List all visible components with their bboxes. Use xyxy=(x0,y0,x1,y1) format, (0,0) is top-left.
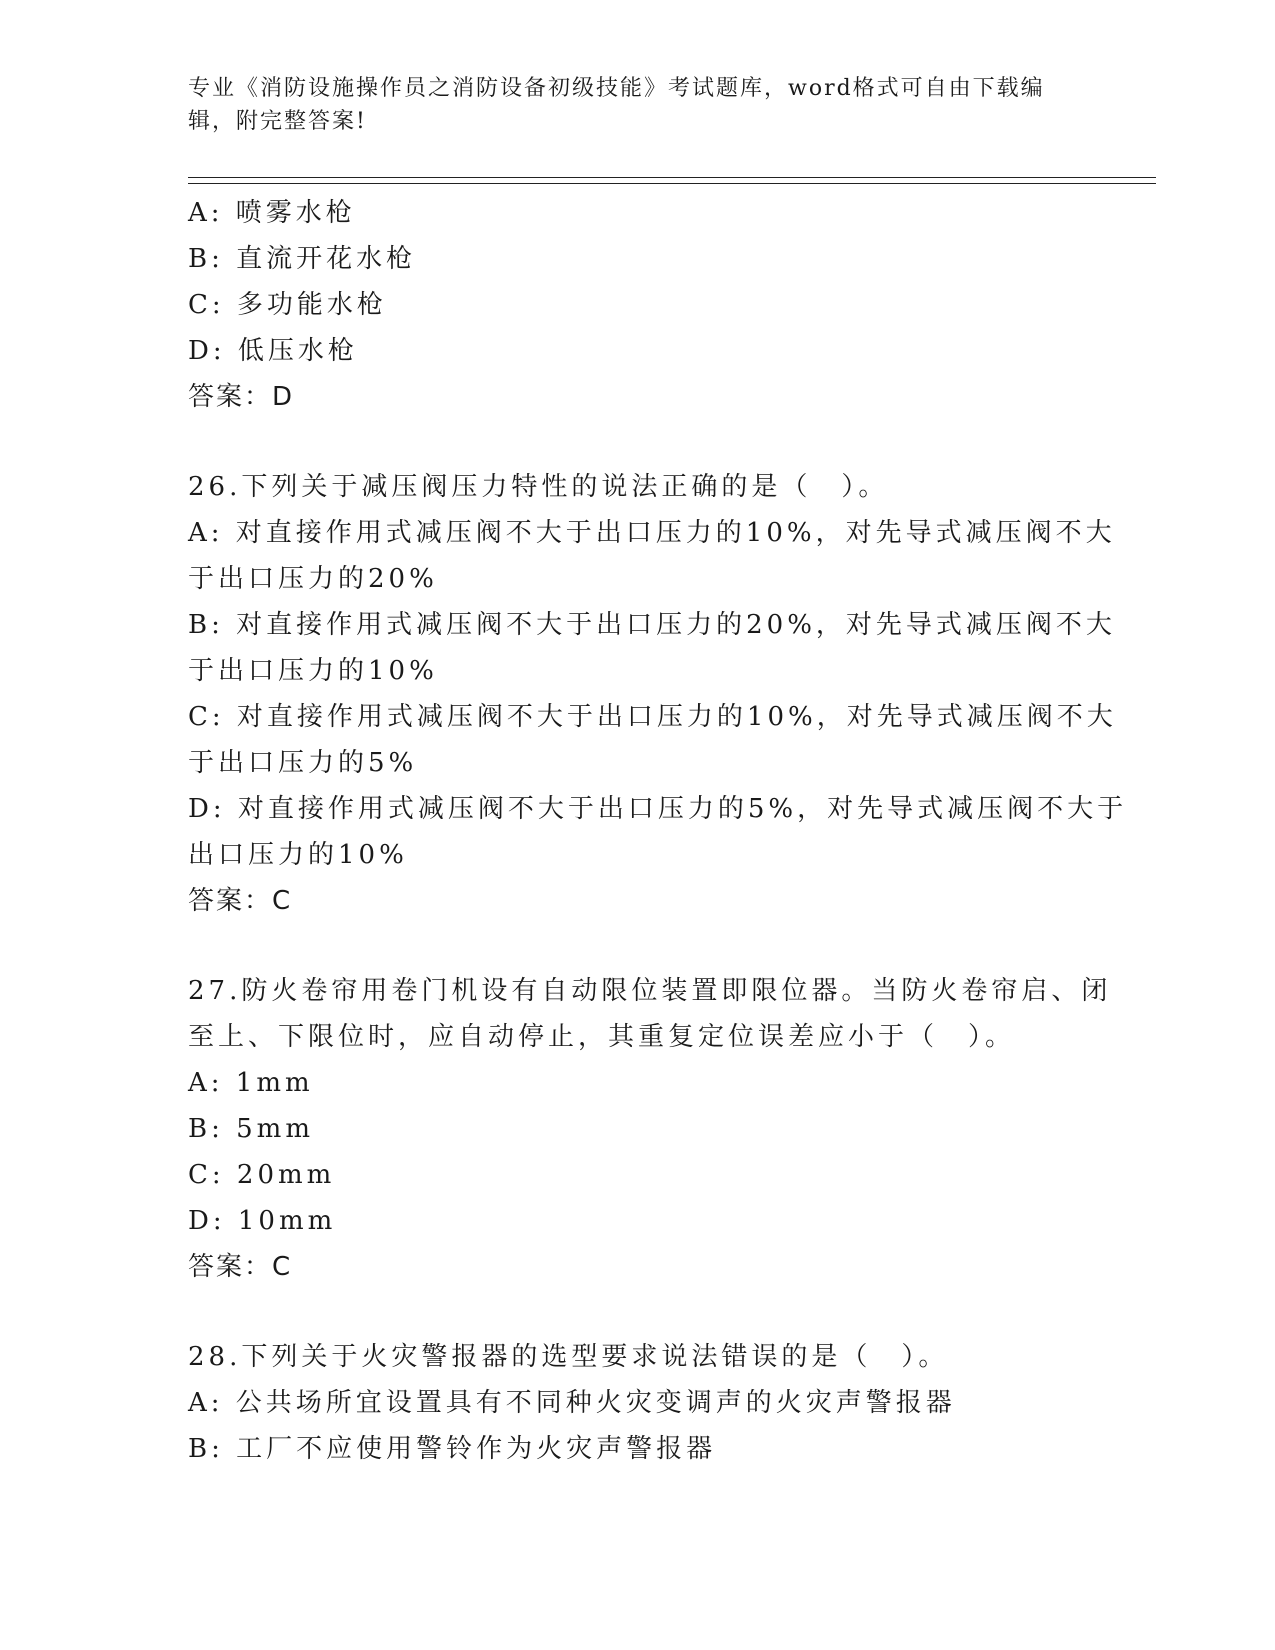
option-a: A: 对直接作用式减压阀不大于出口压力的10%，对先导式减压阀不大 xyxy=(188,518,1116,548)
header-line-1: 专业《消防设施操作员之消防设备初级技能》考试题库，word格式可自由下载编 xyxy=(188,76,1045,101)
option-c: C: 多功能水枪 xyxy=(188,290,387,320)
question-text: 26.下列关于减压阀压力特性的说法正确的是（ ）。 xyxy=(188,472,889,502)
header-rule-bottom xyxy=(188,183,1156,184)
option-d: D: 10mm xyxy=(188,1206,337,1236)
answer: 答案：C xyxy=(188,886,293,916)
page-header xyxy=(188,72,1078,138)
option-b-continued: 于出口压力的10% xyxy=(188,656,438,686)
option-a: A: 1mm xyxy=(188,1068,314,1098)
option-a: A: 公共场所宜设置具有不同种火灾变调声的火灾声警报器 xyxy=(188,1388,956,1418)
option-a-continued: 于出口压力的20% xyxy=(188,564,438,594)
answer: 答案：C xyxy=(188,1252,293,1282)
question-text: 28.下列关于火灾警报器的选型要求说法错误的是（ ）。 xyxy=(188,1342,949,1372)
question-text-continued: 至上、下限位时，应自动停止，其重复定位误差应小于（ ）。 xyxy=(188,1022,1016,1052)
question-27-block xyxy=(188,968,1112,1290)
option-d: D: 低压水枪 xyxy=(188,336,358,366)
option-c: C: 对直接作用式减压阀不大于出口压力的10%，对先导式减压阀不大 xyxy=(188,702,1117,732)
option-d-continued: 出口压力的10% xyxy=(188,840,408,870)
option-c-continued: 于出口压力的5% xyxy=(188,748,418,778)
option-c: C: 20mm xyxy=(188,1160,336,1190)
option-b: B: 工厂不应使用警铃作为火灾声警报器 xyxy=(188,1434,717,1464)
header-line-2: 辑，附完整答案! xyxy=(188,109,367,134)
header-rule-top xyxy=(188,177,1156,178)
option-d: D: 对直接作用式减压阀不大于出口压力的5%，对先导式减压阀不大于 xyxy=(188,794,1128,824)
question-text: 27.防火卷帘用卷门机设有自动限位装置即限位器。当防火卷帘启、闭 xyxy=(188,976,1112,1006)
question-26-block xyxy=(188,464,1128,924)
option-b: B: 5mm xyxy=(188,1114,314,1144)
question-28-block xyxy=(188,1334,1088,1472)
option-b: B: 对直接作用式减压阀不大于出口压力的20%，对先导式减压阀不大 xyxy=(188,610,1116,640)
question-25-block xyxy=(188,190,1088,420)
question-content xyxy=(188,190,1128,1472)
option-b: B: 直流开花水枪 xyxy=(188,244,417,274)
option-a: A: 喷雾水枪 xyxy=(188,198,356,228)
answer: 答案：D xyxy=(188,382,295,412)
